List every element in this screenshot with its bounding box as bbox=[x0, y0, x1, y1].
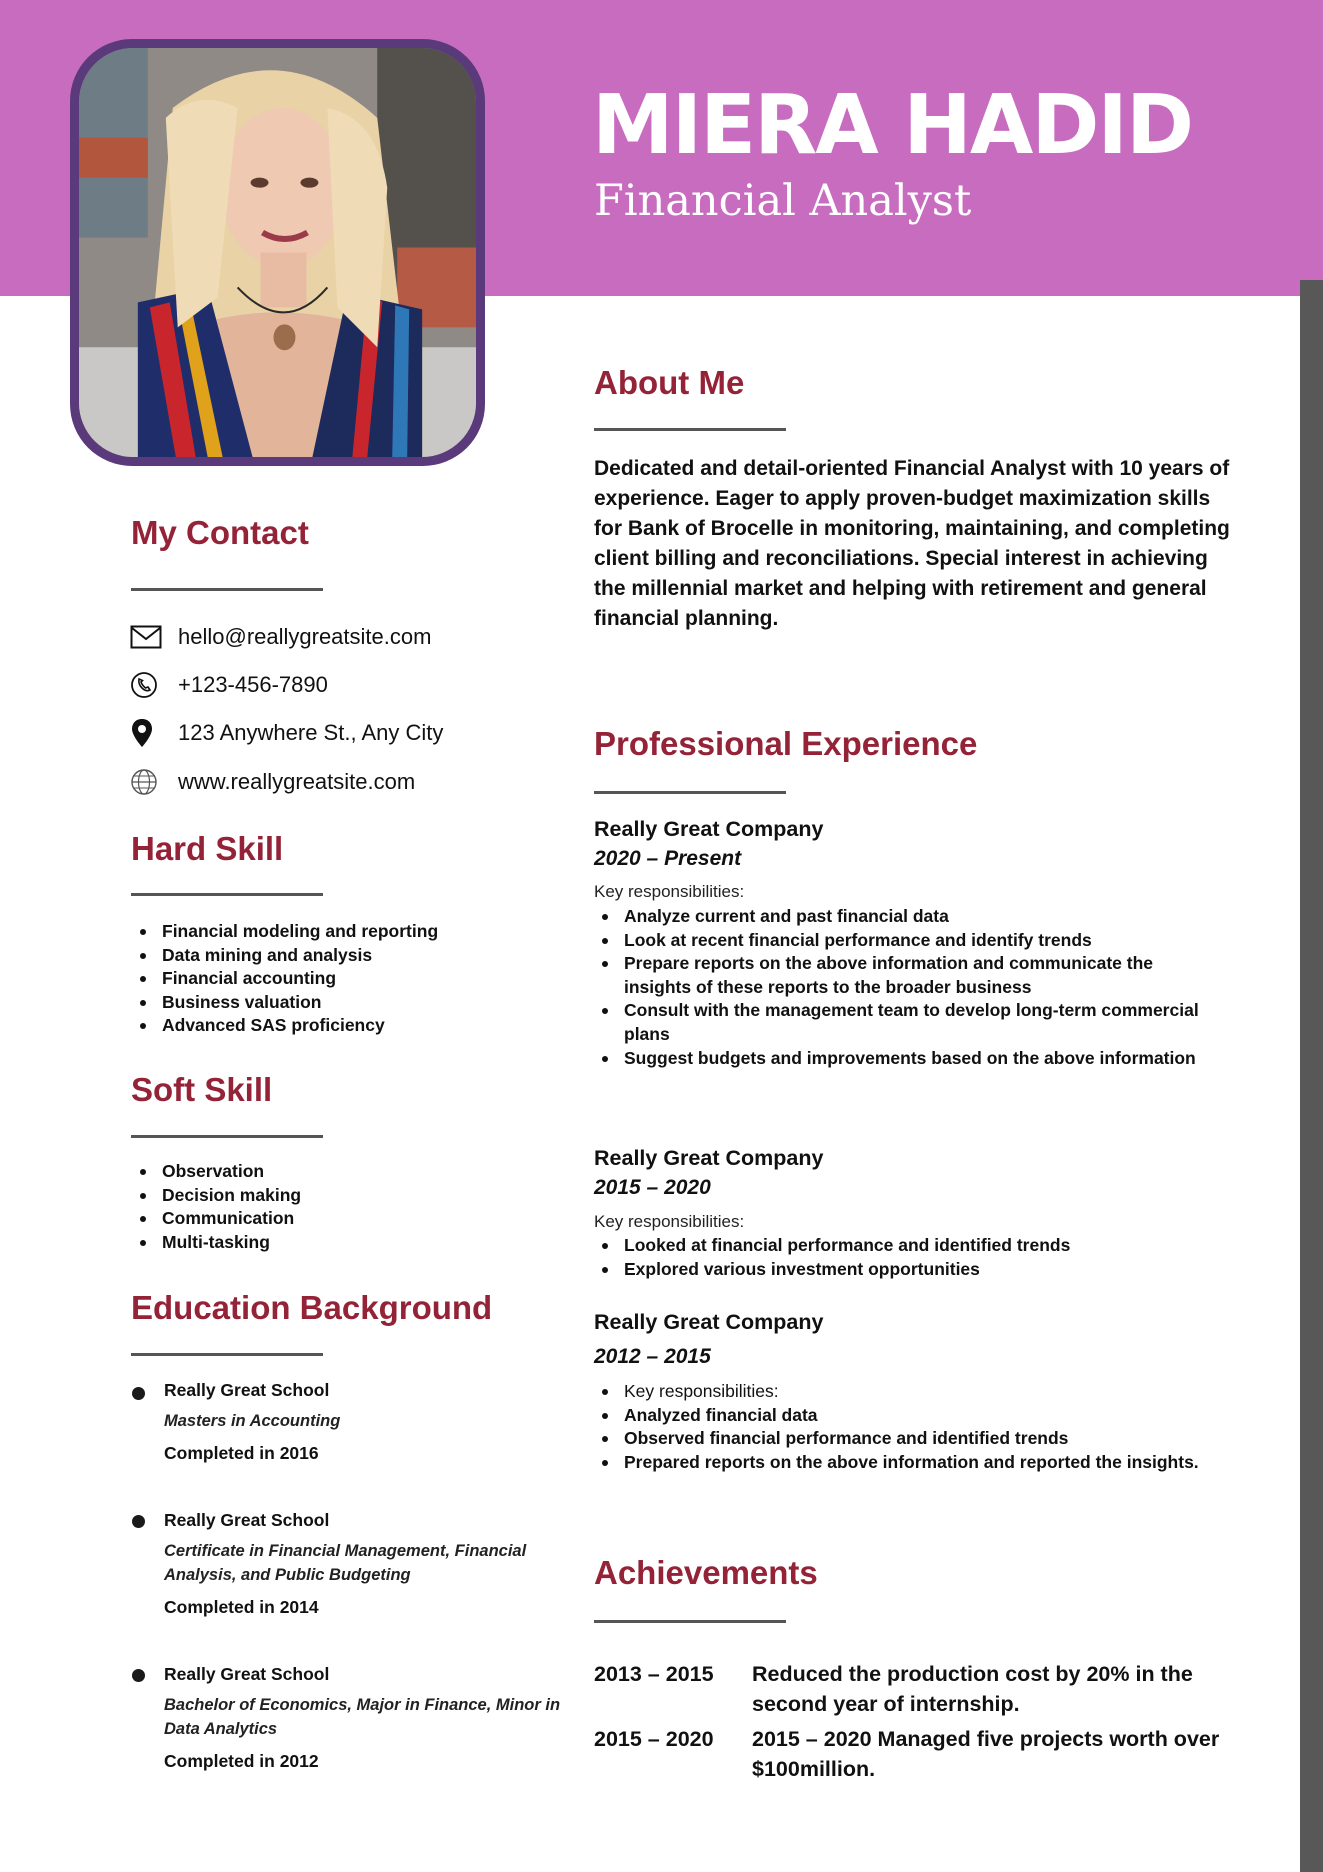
globe-icon bbox=[130, 767, 164, 797]
list-item: Financial accounting bbox=[132, 967, 552, 991]
list-item: Analyze current and past financial data bbox=[594, 905, 1224, 929]
job-responsibilities bbox=[594, 1380, 1224, 1474]
achievements-heading: Achievements bbox=[594, 1554, 818, 1591]
job-company: Really Great Company bbox=[594, 817, 824, 841]
edu-school: Really Great School bbox=[164, 1510, 330, 1530]
bullet-dot bbox=[132, 1387, 145, 1400]
contact-address bbox=[130, 718, 443, 748]
list-item: Prepared reports on the above information and reported the insights. bbox=[594, 1451, 1224, 1475]
job-company: Really Great Company bbox=[594, 1146, 824, 1170]
phone-icon bbox=[130, 670, 164, 700]
soft-skill-heading-rule bbox=[131, 1135, 323, 1138]
job-key-label: Key responsibilities: bbox=[594, 1212, 745, 1231]
contact-heading-rule bbox=[131, 588, 323, 591]
edu-degree: Bachelor of Economics, Major in Finance, Minor in Data Analytics bbox=[164, 1696, 561, 1738]
bullet-dot bbox=[132, 1515, 145, 1528]
edu-school: Really Great School bbox=[164, 1664, 330, 1684]
experience-heading-rule bbox=[594, 791, 786, 794]
education-heading: Education Background bbox=[131, 1289, 493, 1326]
list-item: Prepare reports on the above information and communicate the insights of these reports to the broader business bbox=[594, 952, 1224, 999]
list-item: Consult with the management team to develop long-term commercial plans bbox=[594, 999, 1224, 1046]
edu-year: Completed in 2012 bbox=[164, 1751, 319, 1771]
job-key-label: Key responsibilities: bbox=[594, 1380, 1224, 1404]
bullet-dot bbox=[132, 1669, 145, 1682]
experience-heading: Professional Experience bbox=[594, 725, 978, 762]
achievement-years: 2015 – 2020 bbox=[594, 1727, 714, 1751]
achievement-text: 2015 – 2020 Managed five projects worth over $100million. bbox=[752, 1727, 1220, 1781]
edu-year: Completed in 2016 bbox=[164, 1443, 319, 1463]
edu-degree: Certificate in Financial Management, Financial Analysis, and Public Budgeting bbox=[164, 1542, 527, 1584]
contact-email-text: hello@reallygreatsite.com bbox=[178, 624, 432, 649]
list-item: Suggest budgets and improvements based on the above information bbox=[594, 1047, 1224, 1071]
about-heading: About Me bbox=[594, 364, 745, 401]
list-item: Looked at financial performance and identified trends bbox=[594, 1234, 1224, 1258]
job-responsibilities bbox=[594, 905, 1224, 1070]
soft-skill-heading: Soft Skill bbox=[131, 1071, 273, 1108]
list-item: Observed financial performance and identified trends bbox=[594, 1427, 1224, 1451]
edu-degree: Masters in Accounting bbox=[164, 1412, 341, 1430]
contact-website-text: www.reallygreatsite.com bbox=[178, 769, 416, 794]
job-years: 2015 – 2020 bbox=[594, 1176, 711, 1199]
achievements-heading-rule bbox=[594, 1620, 786, 1623]
hard-skill-heading: Hard Skill bbox=[131, 830, 284, 867]
profile-photo-frame bbox=[70, 39, 485, 466]
list-item: Communication bbox=[132, 1207, 552, 1231]
achievement-row bbox=[594, 1659, 1234, 1719]
achievement-years: 2013 – 2015 bbox=[594, 1662, 714, 1686]
profile-photo bbox=[79, 48, 476, 457]
achievement-text: Reduced the production cost by 20% in the second year of internship. bbox=[752, 1662, 1193, 1716]
achievement-row bbox=[594, 1724, 1234, 1784]
list-item: Advanced SAS proficiency bbox=[132, 1014, 552, 1038]
list-item: Analyzed financial data bbox=[594, 1404, 1224, 1428]
soft-skill-list bbox=[132, 1160, 552, 1254]
candidate-title: Financial Analyst bbox=[594, 176, 972, 226]
job-years: 2012 – 2015 bbox=[594, 1345, 711, 1368]
portrait-illustration bbox=[79, 48, 476, 457]
contact-website[interactable] bbox=[130, 767, 415, 797]
hard-skill-list bbox=[132, 920, 552, 1038]
job-company: Really Great Company bbox=[594, 1310, 824, 1334]
list-item: Business valuation bbox=[132, 991, 552, 1015]
about-text: Dedicated and detail-oriented Financial Analyst with 10 years of experience. Eager to apply proven-budget maximization skills for Bank of Brocelle in monitoring, maintaining, and completing client billing and reconciliations. Special interest in achieving the millennial market and helping with retirement and general financial planning. bbox=[594, 457, 1230, 630]
job-responsibilities bbox=[594, 1234, 1224, 1281]
edu-school: Really Great School bbox=[164, 1380, 330, 1400]
contact-heading: My Contact bbox=[131, 514, 309, 551]
list-item: Observation bbox=[132, 1160, 552, 1184]
mail-icon bbox=[130, 622, 164, 652]
list-item: Financial modeling and reporting bbox=[132, 920, 552, 944]
right-edge-bar bbox=[1300, 280, 1323, 1872]
contact-phone-text: +123-456-7890 bbox=[178, 672, 328, 697]
job-key-label: Key responsibilities: bbox=[594, 882, 745, 901]
education-heading-rule bbox=[131, 1353, 323, 1356]
about-heading-rule bbox=[594, 428, 786, 431]
contact-address-text: 123 Anywhere St., Any City bbox=[178, 720, 444, 745]
list-item: Data mining and analysis bbox=[132, 944, 552, 968]
edu-year: Completed in 2014 bbox=[164, 1597, 319, 1617]
list-item: Decision making bbox=[132, 1184, 552, 1208]
list-item: Explored various investment opportunities bbox=[594, 1258, 1224, 1282]
contact-phone[interactable] bbox=[130, 670, 328, 700]
list-item: Look at recent financial performance and identify trends bbox=[594, 929, 1224, 953]
contact-email[interactable] bbox=[130, 622, 431, 652]
location-pin-icon bbox=[130, 718, 164, 748]
job-years: 2020 – Present bbox=[594, 847, 742, 870]
candidate-name: MIERA HADID bbox=[592, 78, 1193, 173]
list-item: Multi-tasking bbox=[132, 1231, 552, 1255]
hard-skill-heading-rule bbox=[131, 893, 323, 896]
